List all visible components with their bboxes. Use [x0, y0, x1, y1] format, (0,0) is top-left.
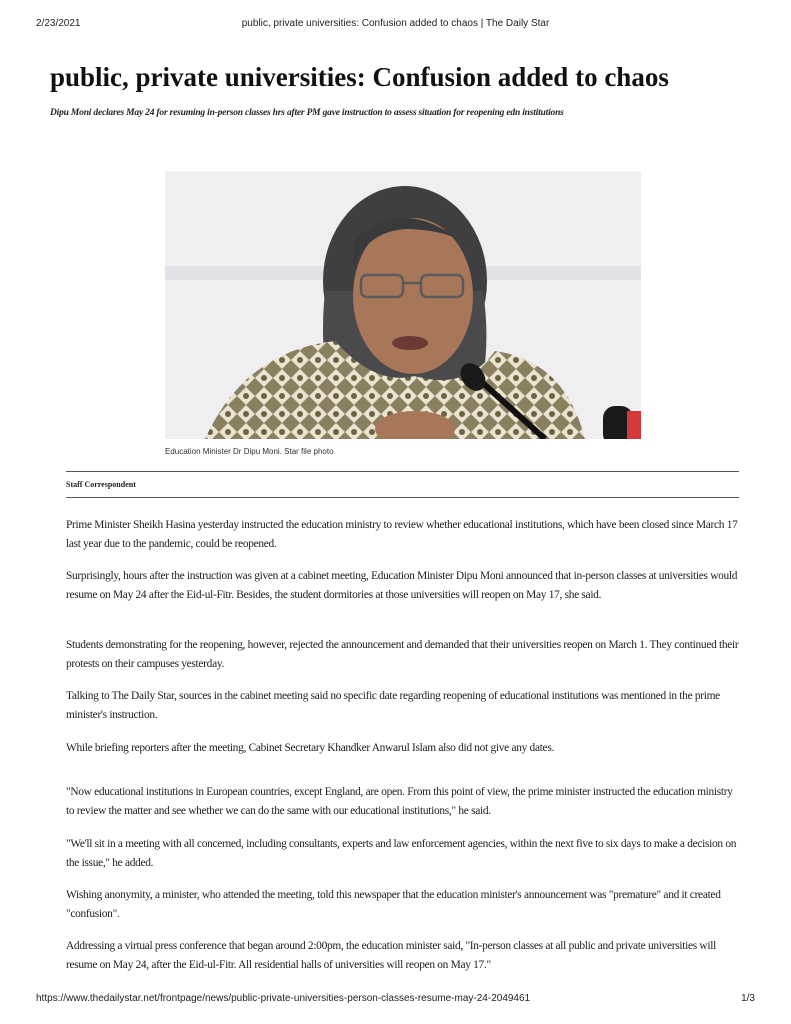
print-date: 2/23/2021 — [36, 18, 81, 29]
byline-bottom-divider — [66, 497, 739, 498]
article-paragraph: Surprisingly, hours after the instruction was given at a cabinet meeting, Education Minister Dipu Moni announced that in-person classes at universities would resume on May 24 after the Eid-ul-Fitr. Besides, the student dormitories at those universities will reopen on May 17, she said. — [66, 570, 738, 601]
print-header — [36, 18, 755, 32]
article-paragraph: While briefing reporters after the meeting, Cabinet Secretary Khandker Anwarul Islam also did not give any dates. — [66, 742, 554, 754]
article-paragraph: Addressing a virtual press conference that began around 2:00pm, the education minister said, "In-person classes at all public and private universities will resume on May 24, after the Eid-ul-Fitr. All residential halls of universities will reopen on May 17." — [66, 940, 716, 971]
article-paragraph: "We'll sit in a meeting with all concerned, including consultants, experts and law enforcement agencies, within the next five to six days to make a decision on the issue," he added. — [66, 838, 737, 869]
article-url-link[interactable]: https://www.thedailystar.net/frontpage/news/public-private-universities-person-classes-resume-may-24-2049461 — [36, 993, 531, 1004]
print-page-title: public, private universities: Confusion added to chaos | The Daily Star — [241, 18, 550, 29]
photo-caption: Education Minister Dr Dipu Moni. Star file photo — [165, 447, 334, 456]
article-paragraph: Students demonstrating for the reopening, however, rejected the announcement and demanded that their universities reopen on March 1. They continued their protests on their campuses yesterday. — [66, 639, 739, 670]
minister-photo-illustration — [165, 171, 641, 439]
article-paragraph: Wishing anonymity, a minister, who attended the meeting, told this newspaper that the education minister's announcement was "premature" and it created "confusion". — [66, 889, 721, 920]
article-byline: Staff Correspondent — [66, 480, 136, 489]
article-paragraph: "Now educational institutions in European countries, except England, are open. From this point of view, the prime minister instructed the education ministry to review the matter and see whether we can do the same with our educational institutions," he said. — [66, 786, 733, 817]
article-paragraph: Talking to The Daily Star, sources in the cabinet meeting said no specific date regarding reopening of educational institutions was mentioned in the prime minister's instruction. — [66, 690, 720, 721]
article-headline: public, private universities: Confusion added to chaos — [50, 62, 669, 92]
article-photo — [165, 171, 641, 439]
article-subheadline: Dipu Moni declares May 24 for resuming in-person classes hrs after PM gave instruction to assess situation for reopening edn institutions — [50, 108, 564, 118]
article-paragraph: Prime Minister Sheikh Hasina yesterday instructed the education ministry to review whether educational institutions, which have been closed since March 17 last year due to the pandemic, could be reopened. — [66, 519, 738, 550]
byline-top-divider — [66, 471, 739, 472]
print-footer — [36, 993, 755, 1007]
page-number: 1/3 — [741, 993, 755, 1004]
